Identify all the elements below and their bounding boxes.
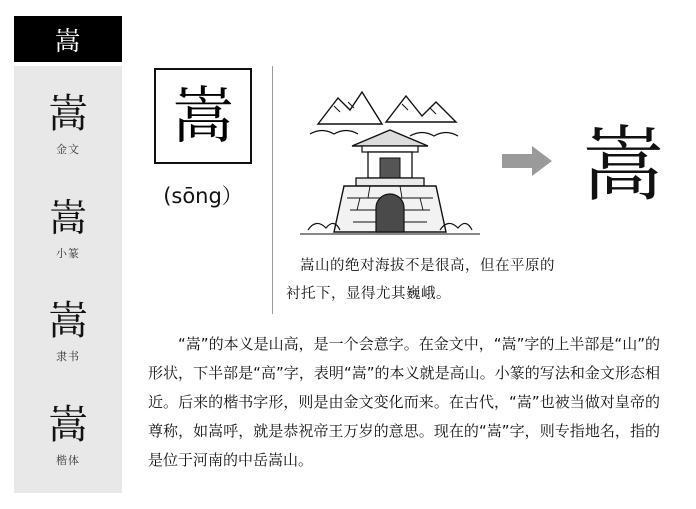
list-item [48,91,88,157]
caption-line-1: 嵩山的绝对海拔不是很高，但在平原的 [300,258,555,274]
strip-item-label: 隶书 [56,350,80,364]
list-item [49,195,87,261]
seal-script-glyph: 嵩 [48,195,87,240]
headword-block [148,68,258,210]
bronze-form-large-glyph: 嵩 [581,117,664,213]
regular-script-glyph: 嵩 [48,402,88,449]
body-paragraph [148,330,660,475]
list-item [48,402,88,468]
paragraph-text: “嵩”的本义是山高，是一个会意字。在金文中，“嵩”字的上半部是“山”的形状，下半部是“高”字，表明“嵩”的本义就是高山。小篆的写法和金文形态相近。后来的楷书字形，则是由金文变化而来。在古代，“嵩”也被当做对皇帝的尊称，如嵩呼，就是恭祝帝王万岁的意思。现在的“嵩”字，则专指地名，指的是位于河南的中岳嵩山。 [148,335,660,469]
list-item [48,298,88,364]
script-evolution-strip [14,16,122,493]
strip-item-label: 楷体 [56,454,80,468]
strip-body [14,66,122,493]
illustration-area [290,72,680,247]
strip-header-character: 嵩 [14,16,122,62]
caption-line-2: 衬托下，显得尤其巍峨。 [286,286,451,302]
right-arrow-icon [502,146,554,176]
strip-item-label: 金文 [56,142,80,156]
vertical-divider [272,66,273,314]
clerical-script-glyph: 嵩 [48,298,88,345]
illustration-caption [286,252,668,308]
mountain-gate-tower-drawing [290,72,490,242]
headword-character-box [154,68,252,164]
mountain-gate-tower-svg [290,72,490,242]
bronze-script-glyph: 嵩 [48,90,88,137]
headword-pinyin: (sōng） [163,184,243,208]
headword-character: 嵩 [171,79,234,152]
strip-item-label: 小篆 [55,246,80,260]
